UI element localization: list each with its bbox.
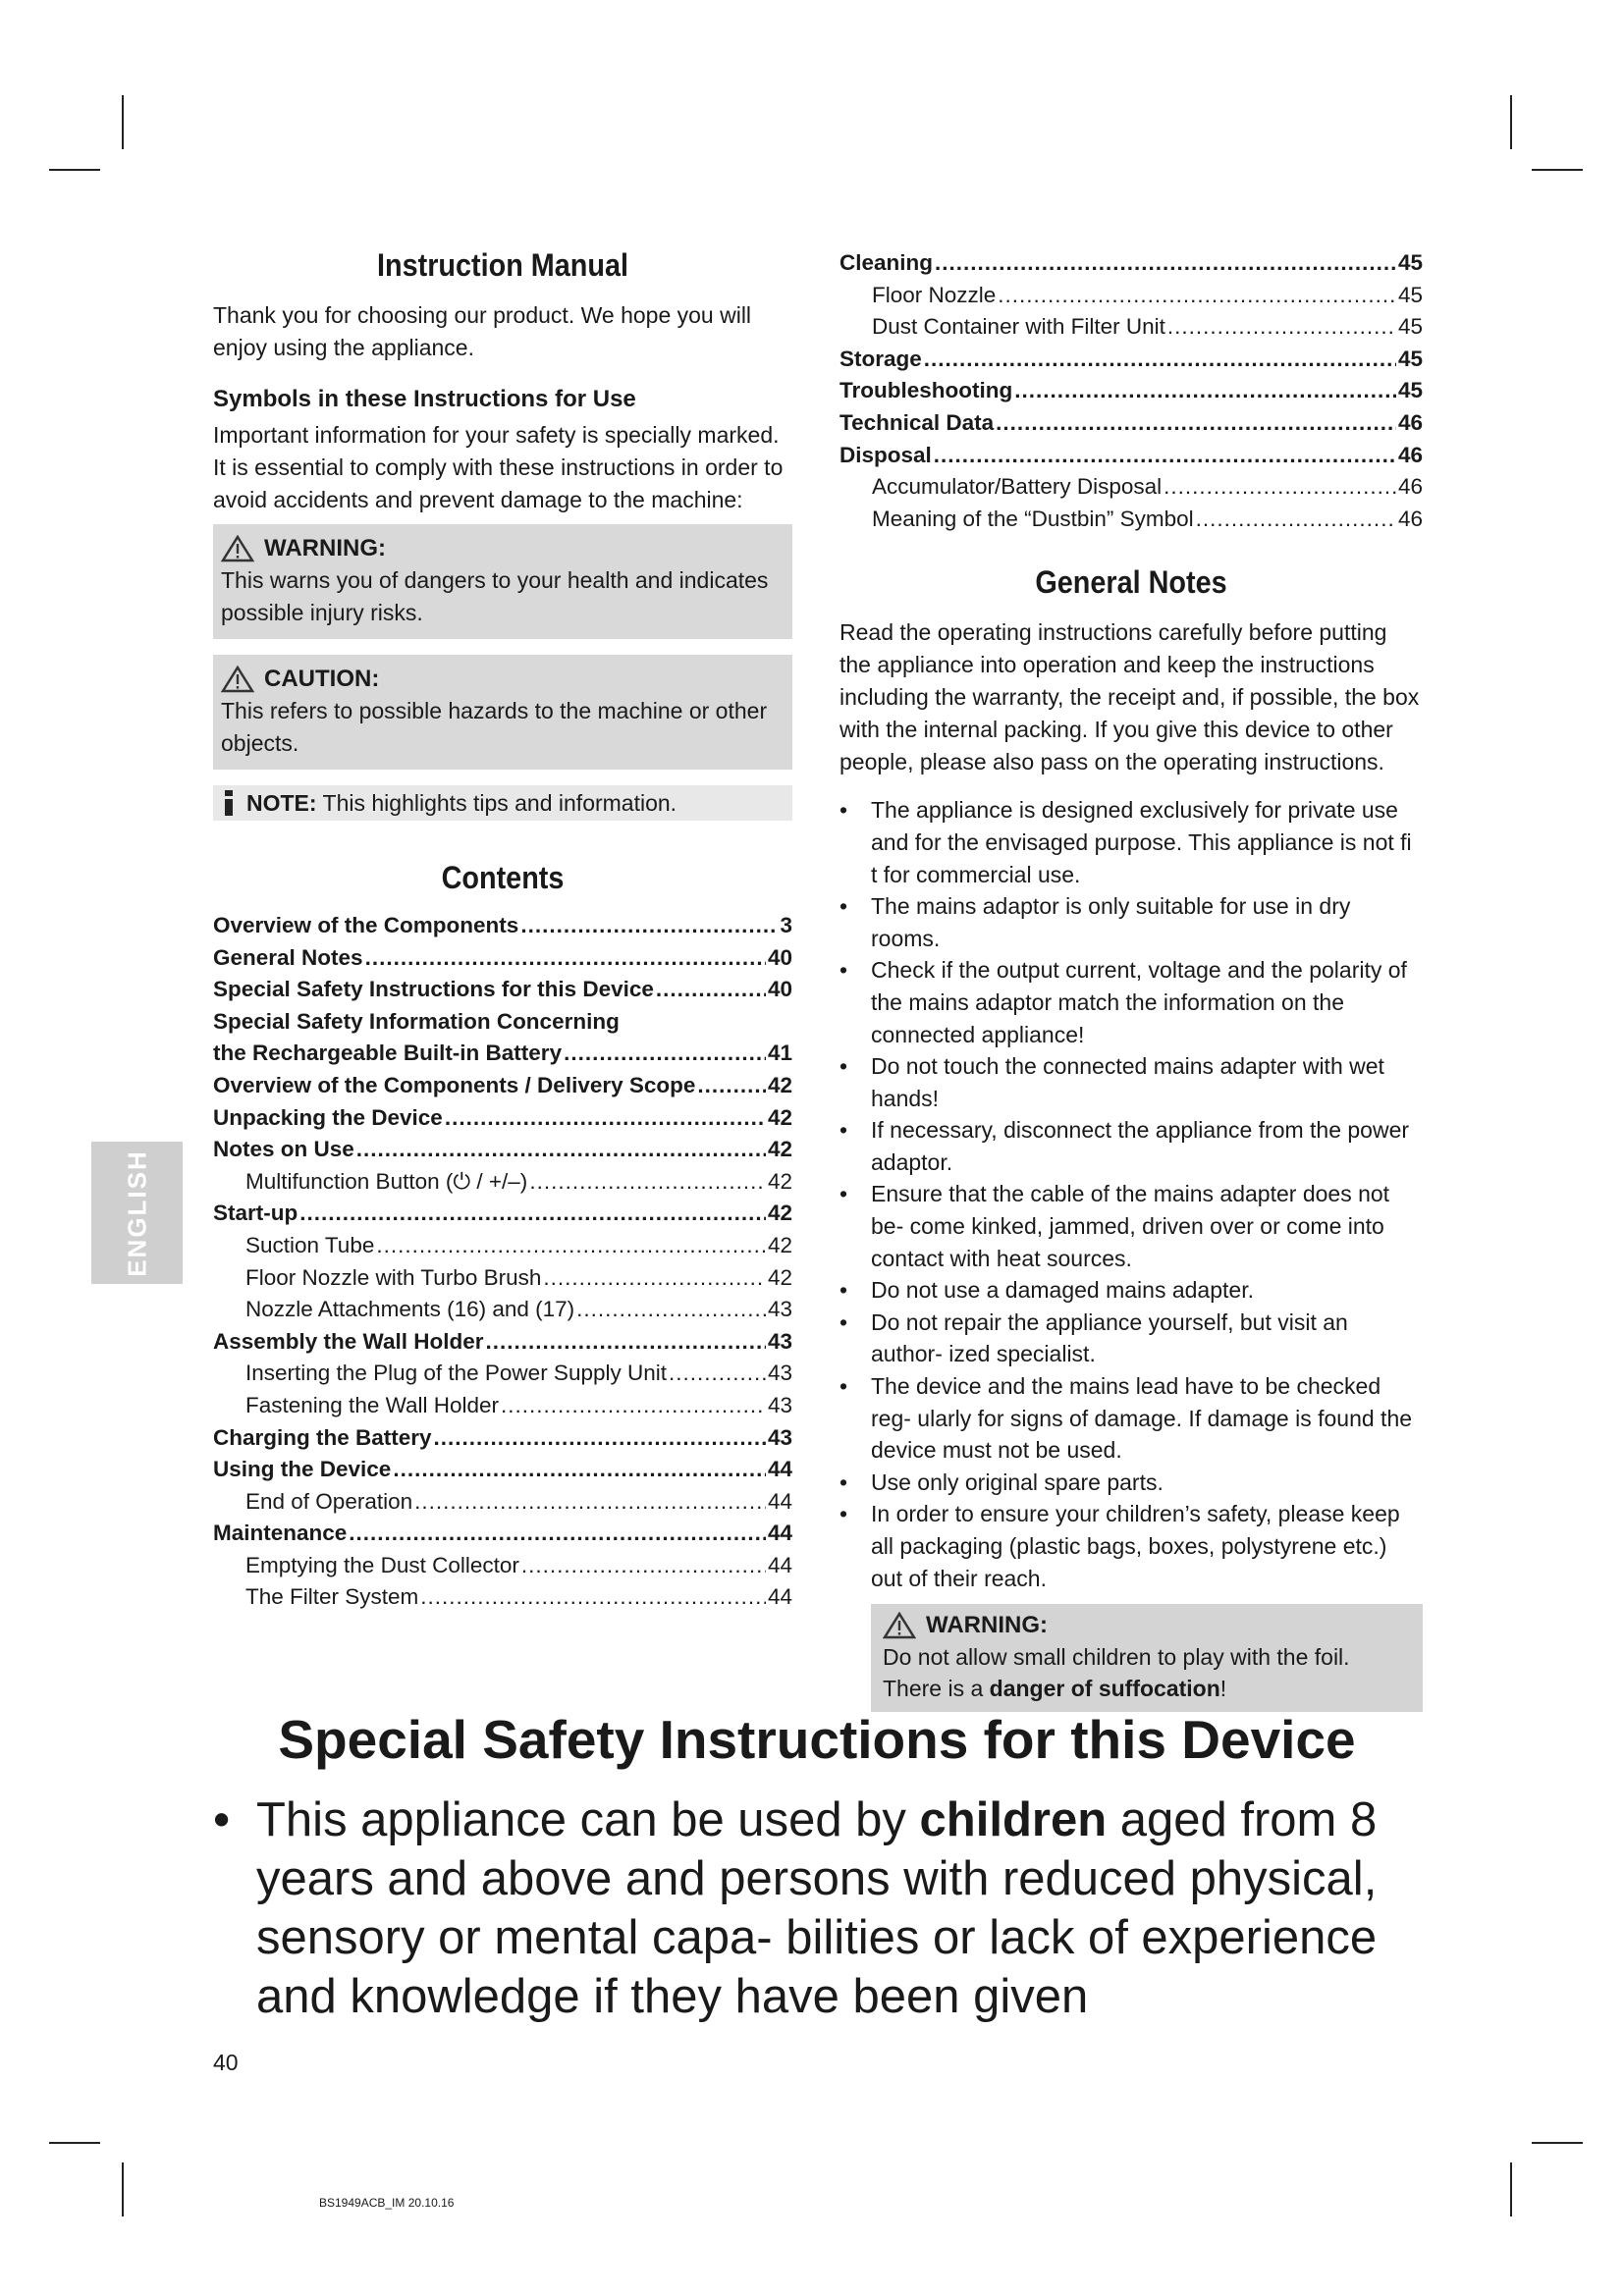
toc-entry-title: Nozzle Attachments (16) and (17) [245, 1297, 575, 1322]
toc-entry [213, 1166, 792, 1199]
toc-entry-title: Disposal [839, 442, 932, 467]
toc-entry-title: Emptying the Dust Collector [245, 1552, 519, 1577]
toc-entry-title: The Filter System [245, 1584, 419, 1610]
toc-entry-title: Troubleshooting [839, 378, 1013, 403]
toc-dot-leader [349, 1518, 766, 1550]
toc-entry [839, 407, 1423, 440]
toc-entry-page: 3 [780, 913, 792, 937]
left-column [213, 247, 792, 1614]
toc-entry [839, 440, 1423, 472]
toc-dot-leader [299, 1198, 766, 1230]
toc-dot-leader [564, 1038, 766, 1070]
toc-dot-leader [414, 1486, 766, 1519]
crop-mark [1532, 2142, 1583, 2144]
toc-entry [839, 344, 1423, 376]
toc-entry [213, 1134, 792, 1166]
toc-entry-page: 42 [767, 1072, 792, 1097]
toc-entry-page: 44 [767, 1488, 792, 1514]
toc-dot-leader [1164, 471, 1396, 504]
toc-entry-page: 44 [767, 1457, 792, 1482]
toc-entry [213, 1262, 792, 1295]
toc-entry-page: 46 [1397, 442, 1423, 467]
toc-entry [213, 1326, 792, 1359]
safety-bullet: • This appliance can be used by children aged from 8 years and above and persons with reduced physical, sensory or mental capa- bilities or lack of experience and knowledge if they have been given [213, 1790, 1431, 2026]
note-text: This highlights tips and information. [322, 789, 677, 816]
list-item: • Use only original spare parts. [839, 1467, 1423, 1499]
note-label: NOTE: [246, 789, 317, 816]
toc-dot-leader [501, 1390, 766, 1422]
suffocation-warning-text: Do not allow small children to play with the foil. There is a danger of suffocation! [883, 1644, 1350, 1702]
toc-entry-page: 42 [767, 1104, 792, 1130]
list-item: • Do not repair the appliance yourself, but visit an author- ized specialist. [839, 1307, 1423, 1370]
toc-dot-leader [529, 1166, 766, 1199]
toc-entry [839, 311, 1423, 344]
toc-dot-leader [485, 1326, 765, 1359]
toc-entry-title: Overview of the Components / Delivery Scope [213, 1072, 696, 1097]
toc-entry-page: 43 [767, 1328, 792, 1354]
crop-mark [1510, 95, 1512, 149]
contents-list [213, 910, 792, 1614]
toc-entry [839, 280, 1423, 312]
toc-dot-leader [656, 974, 766, 1006]
toc-dot-leader [376, 1230, 766, 1262]
list-item: • The device and the mains lead have to be checked reg- ularly for signs of damage. If damage is found the device must not be used. [839, 1370, 1423, 1467]
general-notes-title: General Notes [1035, 564, 1227, 601]
toc-dot-leader [445, 1102, 766, 1135]
contents-title: Contents [441, 860, 565, 895]
bullet-marker: • [213, 1793, 231, 1846]
toc-entry-title: Maintenance [213, 1521, 348, 1546]
toc-entry-page: 40 [767, 944, 792, 970]
caution-text: This refers to possible hazards to the machine or other objects. [221, 698, 768, 756]
toc-entry-title: Overview of the Components [213, 913, 519, 937]
note-box [213, 785, 792, 821]
toc-dot-leader [420, 1581, 766, 1614]
toc-entry-title: Special Safety Instructions for this Device [213, 977, 654, 1002]
toc-entry-title: Technical Data [839, 409, 995, 435]
toc-entry-title: Start-up [213, 1201, 298, 1226]
contents-list-continued [839, 247, 1423, 535]
language-tab-label: ENGLISH [122, 1148, 151, 1277]
toc-entry [213, 1294, 792, 1326]
caution-label: CAUTION: [264, 666, 380, 692]
toc-dot-leader [434, 1422, 766, 1455]
toc-dot-leader [996, 407, 1396, 440]
toc-entry-page: 45 [1397, 314, 1423, 340]
toc-entry-page: 45 [1397, 250, 1423, 275]
toc-entry-page: 42 [767, 1232, 792, 1257]
toc-entry [213, 1550, 792, 1582]
toc-entry-page: 41 [767, 1041, 792, 1066]
toc-entry-title: Storage [839, 346, 922, 371]
crop-mark [122, 95, 124, 149]
caution-triangle-icon [221, 666, 254, 693]
toc-entry-title: Floor Nozzle [872, 282, 997, 307]
toc-entry-page: 45 [1397, 346, 1423, 371]
crop-mark [49, 2142, 100, 2144]
toc-entry-title: Inserting the Plug of the Power Supply Unit [245, 1361, 667, 1386]
toc-entry-title: Multifunction Button (⏻ / +/–) [245, 1168, 528, 1194]
intro-text: Thank you for choosing our product. We hope you will enjoy using the appliance. [213, 302, 752, 360]
toc-entry [839, 247, 1423, 280]
toc-dot-leader [520, 910, 778, 942]
toc-entry [213, 1454, 792, 1486]
page-number: 40 [213, 2050, 239, 2075]
toc-entry-page: 46 [1397, 506, 1423, 531]
toc-entry-title: Dust Container with Filter Unit [872, 314, 1165, 340]
suffocation-warning-label: WARNING: [926, 1612, 1048, 1639]
crop-mark [1510, 2163, 1512, 2216]
toc-dot-leader [924, 344, 1396, 376]
toc-dot-leader [393, 1454, 766, 1486]
toc-entry-title: the Rechargeable Built-in Battery [213, 1041, 563, 1066]
toc-dot-leader [543, 1262, 766, 1295]
toc-entry-title: Notes on Use [213, 1137, 354, 1162]
warning-triangle-icon [883, 1612, 916, 1639]
toc-entry-title: Charging the Battery [213, 1424, 432, 1450]
toc-entry-title: Unpacking the Device [213, 1104, 443, 1130]
symbols-title: Symbols in these Instructions for Use [213, 386, 636, 412]
toc-entry [213, 1006, 792, 1039]
toc-entry-title: Meaning of the “Dustbin” Symbol [872, 506, 1194, 531]
list-item: • Do not touch the connected mains adapter with wet hands! [839, 1050, 1423, 1114]
toc-entry-page: 42 [767, 1264, 792, 1290]
toc-entry-page: 46 [1397, 409, 1423, 435]
toc-entry-title: General Notes [213, 944, 363, 970]
toc-entry-title: Special Safety Information Concerning [213, 1008, 620, 1034]
toc-entry-page: 42 [767, 1137, 792, 1162]
general-notes-list [839, 794, 1423, 1594]
toc-entry-title: Assembly the Wall Holder [213, 1328, 484, 1354]
toc-entry [213, 1422, 792, 1455]
toc-entry [839, 504, 1423, 536]
toc-entry-page: 42 [767, 1168, 792, 1194]
list-item: • Ensure that the cable of the mains adapter does not be- come kinked, jammed, driven over or come into contact with heat sources. [839, 1178, 1423, 1274]
toc-entry [213, 1390, 792, 1422]
list-item: • Check if the output current, voltage and the polarity of the mains adaptor match the information on the connected appliance! [839, 954, 1423, 1050]
language-tab [91, 1142, 183, 1284]
toc-entry-title: Fastening the Wall Holder [245, 1392, 500, 1417]
toc-entry [213, 1358, 792, 1390]
intro-title: Instruction Manual [376, 247, 628, 283]
suffocation-warning-box [871, 1604, 1423, 1712]
toc-entry-page: 46 [1397, 474, 1423, 500]
right-column [839, 247, 1423, 1712]
toc-entry-page: 45 [1397, 378, 1423, 403]
toc-entry [839, 375, 1423, 407]
warning-triangle-icon [221, 535, 254, 562]
general-notes-text: Read the operating instructions carefully before putting the appliance into operation and keep the instructions including the warranty, the receipt and, if possible, the box with the internal packing. If you give this device to other people, please also pass on the operating instructions. [839, 619, 1420, 775]
toc-entry [213, 942, 792, 975]
info-icon [221, 789, 237, 817]
warning-label: WARNING: [264, 535, 386, 561]
toc-entry [213, 1230, 792, 1262]
toc-dot-leader [935, 247, 1396, 280]
toc-entry-title: Using the Device [213, 1457, 392, 1482]
toc-entry [213, 1102, 792, 1135]
toc-entry [213, 1038, 792, 1070]
safety-title: Special Safety Instructions for this Device [278, 1709, 1356, 1770]
toc-dot-leader [697, 1070, 766, 1102]
toc-dot-leader [1014, 375, 1396, 407]
warning-text: This warns you of dangers to your health and indicates possible injury risks. [221, 567, 769, 625]
toc-entry-title: Cleaning [839, 250, 934, 275]
toc-entry-page: 44 [767, 1521, 792, 1546]
list-item: • Do not use a damaged mains adapter. [839, 1274, 1423, 1307]
toc-entry [839, 471, 1423, 504]
toc-dot-leader [1196, 504, 1396, 536]
toc-entry [213, 910, 792, 942]
toc-entry [213, 1198, 792, 1230]
toc-dot-leader [576, 1294, 766, 1326]
toc-entry-title: Floor Nozzle with Turbo Brush [245, 1264, 542, 1290]
toc-dot-leader [1167, 311, 1396, 344]
list-item: • The appliance is designed exclusively for private use and for the envisaged purpose. This appliance is not fi t for commercial use. [839, 794, 1423, 890]
warning-box [213, 524, 792, 639]
list-item: • If necessary, disconnect the appliance from the power adaptor. [839, 1114, 1423, 1178]
toc-dot-leader [521, 1550, 766, 1582]
crop-mark [49, 169, 100, 171]
toc-entry-page: 43 [767, 1361, 792, 1386]
toc-dot-leader [356, 1134, 766, 1166]
toc-entry-page: 42 [767, 1201, 792, 1226]
toc-entry-page: 44 [767, 1584, 792, 1610]
toc-entry [213, 1518, 792, 1550]
toc-entry-page: 43 [767, 1424, 792, 1450]
toc-dot-leader [669, 1358, 766, 1390]
footer-print-info: BS1949ACB_IM 20.10.16 [319, 2196, 455, 2210]
toc-entry [213, 1486, 792, 1519]
list-item: • The mains adaptor is only suitable for use in dry rooms. [839, 890, 1423, 954]
crop-mark [1532, 169, 1583, 171]
crop-mark [122, 2163, 124, 2216]
toc-dot-leader [934, 440, 1396, 472]
toc-entry [213, 1581, 792, 1614]
toc-entry-page: 43 [767, 1392, 792, 1417]
toc-entry-title: Accumulator/Battery Disposal [872, 474, 1163, 500]
symbols-text: Important information for your safety is specially marked. It is essential to comply with these instructions in order to avoid accidents and prevent damage to the machine: [213, 422, 784, 512]
toc-entry [213, 974, 792, 1006]
list-item: • In order to ensure your children’s safety, please keep all packaging (plastic bags, boxes, polystyrene etc.) out of their reach. [839, 1498, 1423, 1594]
toc-entry [213, 1070, 792, 1102]
caution-box [213, 655, 792, 770]
toc-entry-page: 44 [767, 1552, 792, 1577]
toc-entry-title: Suction Tube [245, 1232, 375, 1257]
toc-entry-page: 43 [767, 1297, 792, 1322]
toc-dot-leader [365, 942, 766, 975]
toc-entry-title: End of Operation [245, 1488, 413, 1514]
toc-entry-page: 40 [767, 977, 792, 1002]
toc-dot-leader [998, 280, 1396, 312]
toc-entry-page: 45 [1397, 282, 1423, 307]
